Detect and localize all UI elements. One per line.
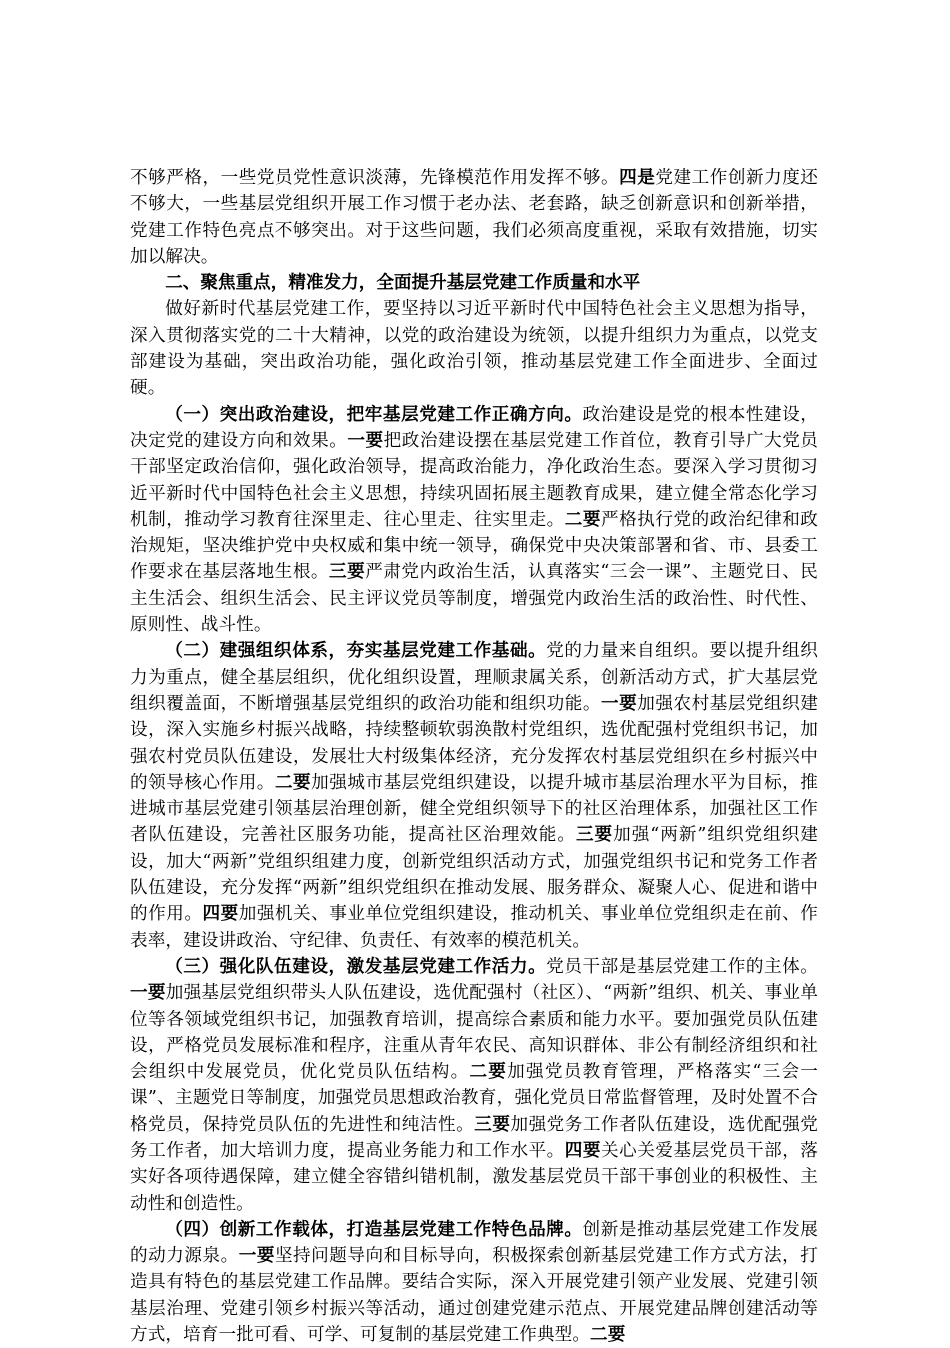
text-run: 党建工作创新力度还不够大，一些基层党组织开展工作习惯于老办法、老套路，缺乏创新意识和创新举措，党建工作特色亮点不够突出。对于这些问题，我们必须高度重视，采取有效措施，切实加以解决。 bbox=[130, 168, 818, 267]
bold-marker: 一要 bbox=[347, 429, 384, 451]
bold-marker: 一要 bbox=[130, 982, 166, 1004]
text-run: 加强基层党组织带头人队伍建设，选优配强村（社区）、“两新”组织、机关、事业单位等各领域党组织书记，加强教育培训，提高综合素质和能力水平。要加强党员队伍建设，严格党员发展标准和程序，注重从青年农民、高知识群体、非公有制经济组织和社会组织中发展党员，优化党员队伍结构。 bbox=[130, 983, 819, 1083]
bold-marker: 二要 bbox=[469, 1061, 508, 1083]
text-run: 不够严格，一些党员党性意识淡薄，先锋模范作用发挥不够。 bbox=[130, 168, 620, 188]
text-run: 严肃党内政治生活，认真落实“三会一课”、主题党日、民主生活会、组织生活会、民主评议党员等制度，增强党内政治生活的政治性、时代性、原则性、战斗性。 bbox=[130, 562, 818, 636]
text-run: 加强党务工作者队伍建设，选优配强党务工作者，加大培训力度，提高业务能力和工作水平。 bbox=[130, 1114, 819, 1161]
paragraph-innovation bbox=[130, 1217, 818, 1348]
bold-marker: 四是 bbox=[619, 167, 656, 188]
paragraph-team-building bbox=[130, 954, 818, 1217]
bold-marker: 一要 bbox=[601, 692, 638, 714]
subheading: （三）强化队伍建设，激发基层党建工作活力。 bbox=[165, 955, 547, 977]
text-run: 加强城市基层党组织建设，以提升城市基层治理水平为目标，推进城市基层党建引领基层治理创新，健全党组织领导下的社区治理体系，加强社区工作者队伍建设，完善社区服务功能，提高社区治理效能。 bbox=[130, 772, 818, 846]
subheading: （一）突出政治建设，把牢基层党建工作正确方向。 bbox=[165, 403, 583, 425]
bold-marker: 四要 bbox=[564, 1139, 602, 1161]
bold-marker: 三要 bbox=[474, 1113, 511, 1135]
bold-marker: 二要 bbox=[590, 1324, 626, 1346]
text-run: 加强农村基层党组织建设，深入实施乡村振兴战略，持续整顿软弱涣散村党组织，选优配强村党组织书记，加强农村党员队伍建设，发展壮大村级集体经济，充分发挥农村基层党组织在乡村振兴中的领导核心作用。 bbox=[130, 693, 818, 793]
subheading: （二）建强组织体系，夯实基层党建工作基础。 bbox=[165, 640, 547, 662]
paragraph-intro: 做好新时代基层党建工作，要坚持以习近平新时代中国特色社会主义思想为指导，深入贯彻落实党的二十大精神，以党的政治建设为统领，以提升组织力为重点，以党支部建设为基础，突出政治功能，强化政治引领，推动基层党建工作全面进步、全面过硬。 bbox=[130, 299, 818, 399]
text-run: 创新是推动基层党建工作发展的动力源泉。 bbox=[130, 1219, 818, 1267]
section-heading-2: 二、聚焦重点，精准发力，全面提升基层党建工作质量和水平 bbox=[165, 272, 641, 294]
text-run: 把政治建设摆在基层党建工作首位，教育引导广大党员干部坚定政治信仰，强化政治领导，提高政治能力，净化政治生态。要深入学习贯彻习近平新时代中国特色社会主义思想，持续巩固拓展主题教育成果，建立健全常态化学习机制，推动学习教育往深里走、往心里走、往实里走。 bbox=[130, 430, 819, 530]
bold-marker: 三要 bbox=[575, 824, 614, 846]
text-run: 坚持问题导向和目标导向，积极探索创新基层党建工作方式方法，打造具有特色的基层党建工作品牌。要结合实际，深入开展党建引领产业发展、党建引领基层治理、党建引领乡村振兴等活动，通过创建党建示范点、开展党建品牌创建活动等方式，培育一批可看、可学、可复制的基层党建工作典型。 bbox=[130, 1246, 818, 1346]
text-run: 政治建设是党的根本性建设，决定党的建设方向和效果。 bbox=[130, 404, 818, 451]
text-run: 党员干部是基层党建工作的主体。 bbox=[546, 956, 818, 977]
text-run: 关心关爱基层党员干部，落实好各项待遇保障，建立健全容错纠错机制，激发基层党员干部干事创业的积极性、主动性和创造性。 bbox=[130, 1140, 819, 1214]
text-run: 加强党员教育管理，严格落实“三会一课”、主题党日等制度，加强党员思想政治教育，强化党员日常监督管理，及时处置不合格党员，保持党员队伍的先进性和纯洁性。 bbox=[130, 1062, 818, 1135]
bold-marker: 四要 bbox=[202, 903, 239, 925]
paragraph-problems-continued bbox=[130, 165, 818, 270]
text-run: 加强机关、事业单位党组织建设，推动机关、事业单位党组织走在前、作表率，建设讲政治、守纪律、负责任、有效率的模范机关。 bbox=[130, 904, 818, 951]
text-run: 党的力量来自组织。要以提升组织力为重点，健全基层组织，优化组织设置，理顺隶属关系，创新活动方式，扩大基层党组织覆盖面，不断增强基层党组织的政治功能和组织功能。 bbox=[130, 641, 818, 714]
bold-marker: 三要 bbox=[329, 561, 366, 583]
text-run: 严格执行党的政治纪律和政治规矩，坚决维护党中央权威和集中统一领导，确保党中央决策部署和省、市、县委工作要求在基层落地生根。 bbox=[130, 509, 819, 583]
paragraph-organization-system bbox=[130, 638, 818, 954]
bold-marker: 二要 bbox=[274, 771, 312, 793]
paragraph-political-construction bbox=[130, 402, 818, 639]
bold-marker: 二要 bbox=[564, 508, 602, 530]
subheading: （四）创新工作载体，打造基层党建工作特色品牌。 bbox=[165, 1218, 583, 1240]
text-run: 加强“两新”组织党组织建设，加大“两新”党组织组建力度，创新党组织活动方式，加强党组织书记和党务工作者队伍建设，充分发挥“两新”组织党组织在推动发展、服务群众、凝聚人心、促进和谐中的作用。 bbox=[130, 825, 818, 925]
bold-marker: 一要 bbox=[238, 1245, 275, 1267]
